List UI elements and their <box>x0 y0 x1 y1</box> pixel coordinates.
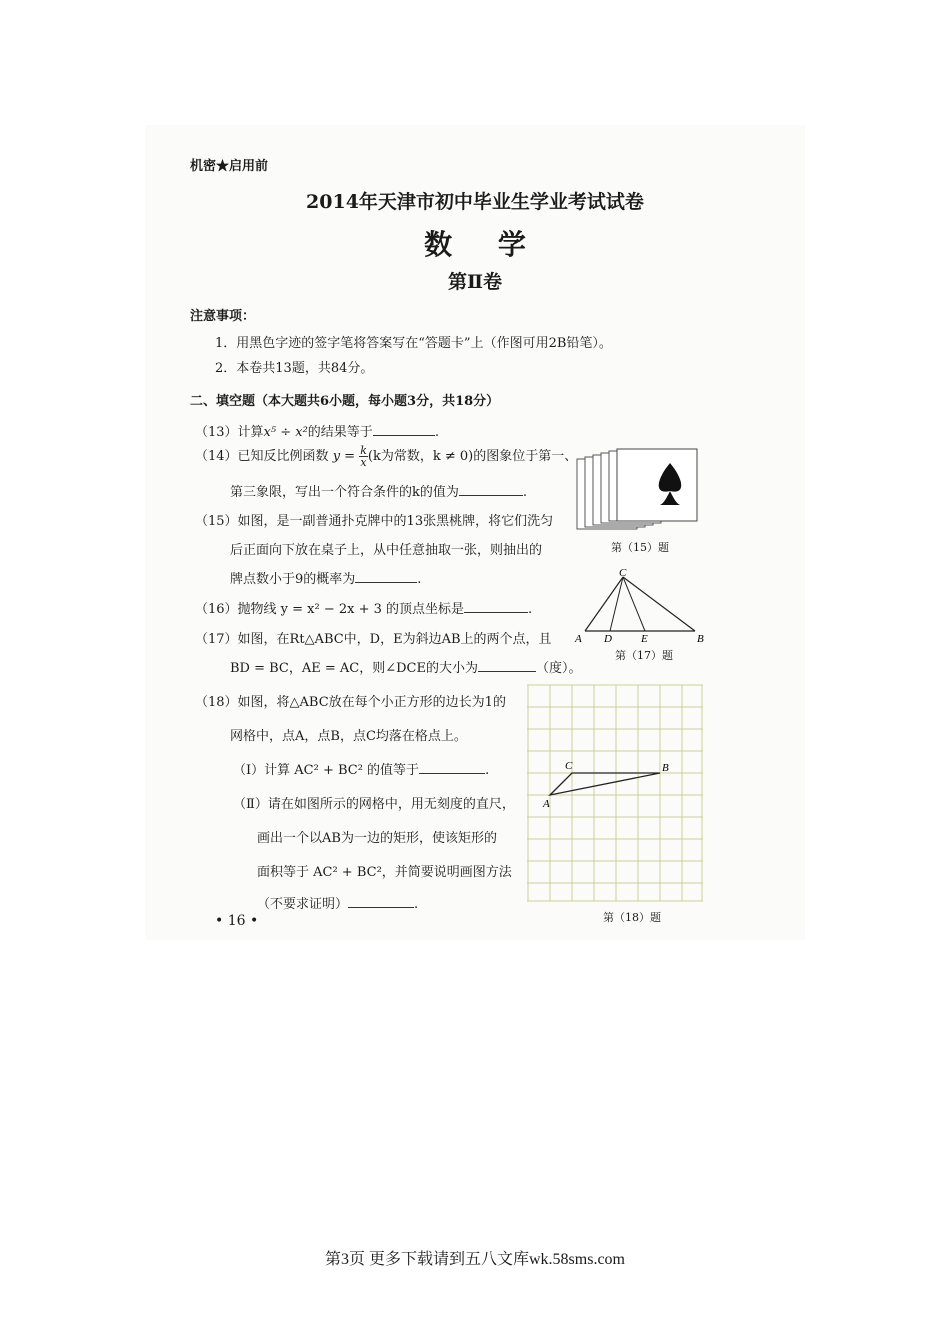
grid-diagram <box>527 681 703 903</box>
q13-suffix: 的结果等于 <box>307 425 373 440</box>
question-18-part-1: （Ⅰ）计算 AC² + BC² 的值等于 . <box>233 763 490 778</box>
label-e: E <box>641 633 648 645</box>
question-15-line-3: 牌点数小于9的概率为 . <box>230 572 422 587</box>
q17-answer-blank[interactable] <box>478 659 536 672</box>
notice-item-2: 2．本卷共13题，共84分。 <box>215 361 374 376</box>
label-c: C <box>619 569 627 579</box>
q14-numerator: k <box>360 444 367 457</box>
question-18: （18）如图，将△ABC放在每个小正方形的边长为1的 <box>195 695 506 710</box>
figure-18-grid <box>527 681 703 903</box>
question-13: （13）计算x⁵ ÷ x²的结果等于 . <box>195 425 439 440</box>
page-footer: 第3页 更多下载请到五八文库wk.58sms.com <box>324 1251 625 1268</box>
question-15: （15）如图，是一副普通扑克牌中的13张黑桃牌，将它们洗匀 <box>195 514 554 529</box>
question-18-part-2-line-3: 面积等于 AC² + BC²，并简要说明画图方法 <box>257 865 512 880</box>
figure-17-caption: 第（17）题 <box>615 649 673 662</box>
q18-part2-line4-text: （不要求证明） <box>257 897 349 912</box>
q14-line2-text: 第三象限，写出一个符合条件的k的值为 <box>230 485 459 500</box>
question-18-part-2: （Ⅱ）请在如图所示的网格中，用无刻度的直尺， <box>233 797 515 812</box>
q15-answer-blank[interactable] <box>355 570 417 583</box>
q18-part1-answer-blank[interactable] <box>419 761 485 774</box>
q15-line3-text: 牌点数小于9的概率为 <box>230 572 356 587</box>
q18-part1-text: （Ⅰ）计算 AC² + BC² 的值等于 <box>233 763 420 778</box>
question-18-line-2: 网格中，点A，点B，点C均落在格点上。 <box>230 729 467 744</box>
exam-title: 2014年天津市初中毕业生学业考试试卷 <box>306 191 644 213</box>
grid-lines <box>527 685 703 901</box>
scanned-exam-page <box>145 125 805 940</box>
spade-cards-illustration <box>575 447 705 539</box>
page-number: • 16 • <box>215 913 259 929</box>
label-d: D <box>604 633 612 645</box>
q14-answer-blank[interactable] <box>459 483 523 496</box>
q18-part2-answer-blank[interactable] <box>348 895 414 908</box>
q16-answer-blank[interactable] <box>464 600 528 613</box>
question-17-line-2 <box>230 657 582 676</box>
q13-prefix: （13）计算 <box>195 425 264 440</box>
notice-item-1: 1．用黑色字迹的签字笔将答案写在“答题卡”上（作图可用2B铅笔）。 <box>215 336 612 351</box>
q17-unit: （度）。 <box>536 661 582 676</box>
subject-title: 数 学 <box>424 228 544 261</box>
figure-15-cards <box>575 447 705 539</box>
q16-text: （16）抛物线 y = x² − 2x + 3 的顶点坐标是 <box>195 602 465 617</box>
q14-denominator: x <box>360 456 367 469</box>
label-b: B <box>662 762 669 774</box>
q14-equation: y = <box>332 449 356 464</box>
section-heading: 二、填空题（本大题共6小题，每小题3分，共18分） <box>190 394 500 409</box>
q14-fraction <box>359 445 368 468</box>
label-b: B <box>697 633 704 645</box>
side-ac <box>585 577 623 631</box>
question-18-part-2-line-4: （不要求证明） . <box>257 897 419 912</box>
triangle-diagram <box>573 569 713 645</box>
question-17: （17）如图，在Rt△ABC中，D，E为斜边AB上的两个点，且 <box>195 632 552 647</box>
volume-title: 第Ⅱ卷 <box>447 271 502 293</box>
q14-suffix: (k为常数，k ≠ 0)的图象位于第一、 <box>367 449 578 464</box>
figure-18-caption: 第（18）题 <box>603 911 661 924</box>
figure-15-caption: 第（15）题 <box>611 541 669 554</box>
q13-answer-blank[interactable] <box>373 423 435 436</box>
question-18-part-2-line-2: 画出一个以AB为一边的矩形，使该矩形的 <box>257 831 497 846</box>
notice-heading: 注意事项： <box>190 309 256 324</box>
question-14 <box>195 445 577 468</box>
label-c: C <box>565 760 573 772</box>
triangle-abc <box>550 773 660 795</box>
question-16: （16）抛物线 y = x² − 2x + 3 的顶点坐标是 . <box>195 602 533 617</box>
confidential-label: 机密★启用前 <box>190 159 269 174</box>
q13-expression: x⁵ ÷ x² <box>263 425 308 440</box>
label-a: A <box>543 798 550 810</box>
label-a: A <box>575 633 582 645</box>
segment-cd <box>610 577 623 631</box>
q17-line2-text: BD = BC，AE = AC，则∠DCE的大小为 <box>230 661 478 676</box>
question-14-line-2: 第三象限，写出一个符合条件的k的值为 . <box>230 485 528 500</box>
figure-17-triangle <box>573 569 713 645</box>
q14-prefix: （14）已知反比例函数 <box>195 449 329 464</box>
question-15-line-2: 后正面向下放在桌子上，从中任意抽取一张，则抽出的 <box>230 543 543 558</box>
card-front-ace <box>617 449 697 521</box>
